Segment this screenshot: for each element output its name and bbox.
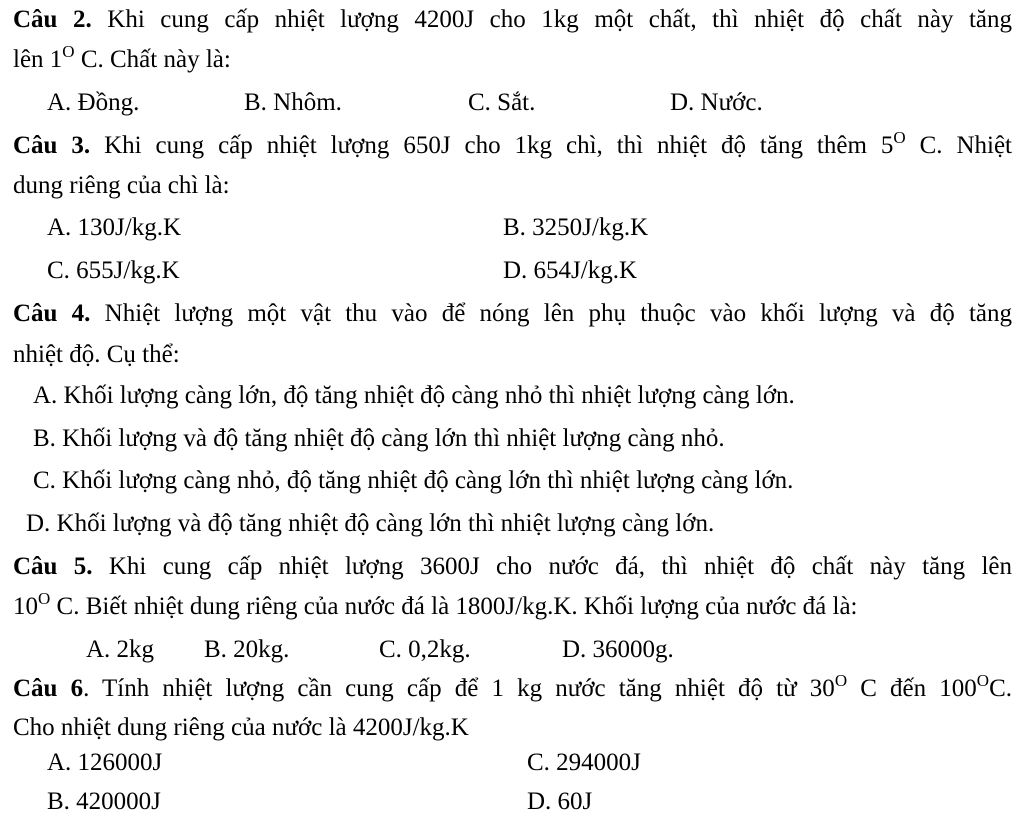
q5-stem-line1: Câu 5. Khi cung cấp nhiệt lượng 3600J cho nước đá, thì nhiệt độ chất này tăng lên [13, 553, 1012, 580]
q3-option-d: D. 654J/kg.K [503, 257, 638, 284]
q6-option-b: B. 420000J [47, 788, 161, 815]
q6-option-a: A. 126000J [47, 749, 163, 776]
q5-option-c: C. 0,2kg. [379, 636, 471, 663]
q2-option-c: C. Sắt. [468, 89, 536, 116]
q2-option-d: D. Nước. [670, 89, 763, 116]
q6-stem-line1: Câu 6. Tính nhiệt lượng cần cung cấp để 1 kg nước tăng nhiệt độ từ $30^O$ C đến $100^OC$. [13, 671, 1012, 702]
q3-option-a: A. 130J/kg.K [47, 214, 182, 241]
q2-label: Câu 2. [13, 6, 92, 33]
q5-stem-line2: $10^O$ C. Biết nhiệt dung riêng của nước đá là 1800J/kg.K. Khối lượng của nước đá là: [13, 589, 858, 620]
q4-stem-line1: Câu 4. Nhiệt lượng một vật thu vào để nóng lên phụ thuộc vào khối lượng và độ tăng [13, 300, 1012, 327]
q4-option-c: C. Khối lượng càng nhỏ, độ tăng nhiệt độ càng lớn thì nhiệt lượng càng lớn. [33, 467, 794, 494]
q3-stem-line1: Câu 3. Khi cung cấp nhiệt lượng 650J cho 1kg chì, thì nhiệt độ tăng thêm $5^O$ C. Nhiệt [13, 128, 1012, 159]
q4-label: Câu 4. [13, 300, 91, 327]
q2-stem-line1: Câu 2. Khi cung cấp nhiệt lượng 4200J cho 1kg một chất, thì nhiệt độ chất này tăng [13, 6, 1012, 33]
q3-label: Câu 3. [13, 132, 91, 159]
q2-option-b: B. Nhôm. [244, 89, 342, 116]
q6-option-d: D. 60J [527, 788, 593, 815]
q5-option-a: A. 2kg [86, 636, 155, 663]
q4-option-b: B. Khối lượng và độ tăng nhiệt độ càng lớn thì nhiệt lượng càng nhỏ. [33, 425, 725, 452]
q6-option-c: C. 294000J [527, 749, 641, 776]
q5-option-d: D. 36000g. [562, 636, 674, 663]
q2-option-a: A. Đồng. [47, 89, 140, 116]
q4-stem-line2: nhiệt độ. Cụ thể: [13, 341, 180, 368]
q3-option-b: B. 3250J/kg.K [503, 214, 649, 241]
q3-stem-line2: dung riêng của chì là: [13, 172, 230, 199]
q6-label: Câu 6 [13, 675, 84, 702]
q6-stem-line2: Cho nhiệt dung riêng của nước là 4200J/kg.K [13, 714, 469, 741]
q3-option-c: C. 655J/kg.K [47, 257, 180, 284]
q4-option-a: A. Khối lượng càng lớn, độ tăng nhiệt độ càng nhỏ thì nhiệt lượng càng lớn. [33, 382, 795, 409]
q5-label: Câu 5. [13, 553, 93, 580]
q2-stem-line2: lên $1^O$ C. Chất này là: [13, 42, 231, 73]
q5-option-b: B. 20kg. [204, 636, 290, 663]
q4-option-d: D. Khối lượng và độ tăng nhiệt độ càng lớn thì nhiệt lượng càng lớn. [26, 510, 715, 537]
